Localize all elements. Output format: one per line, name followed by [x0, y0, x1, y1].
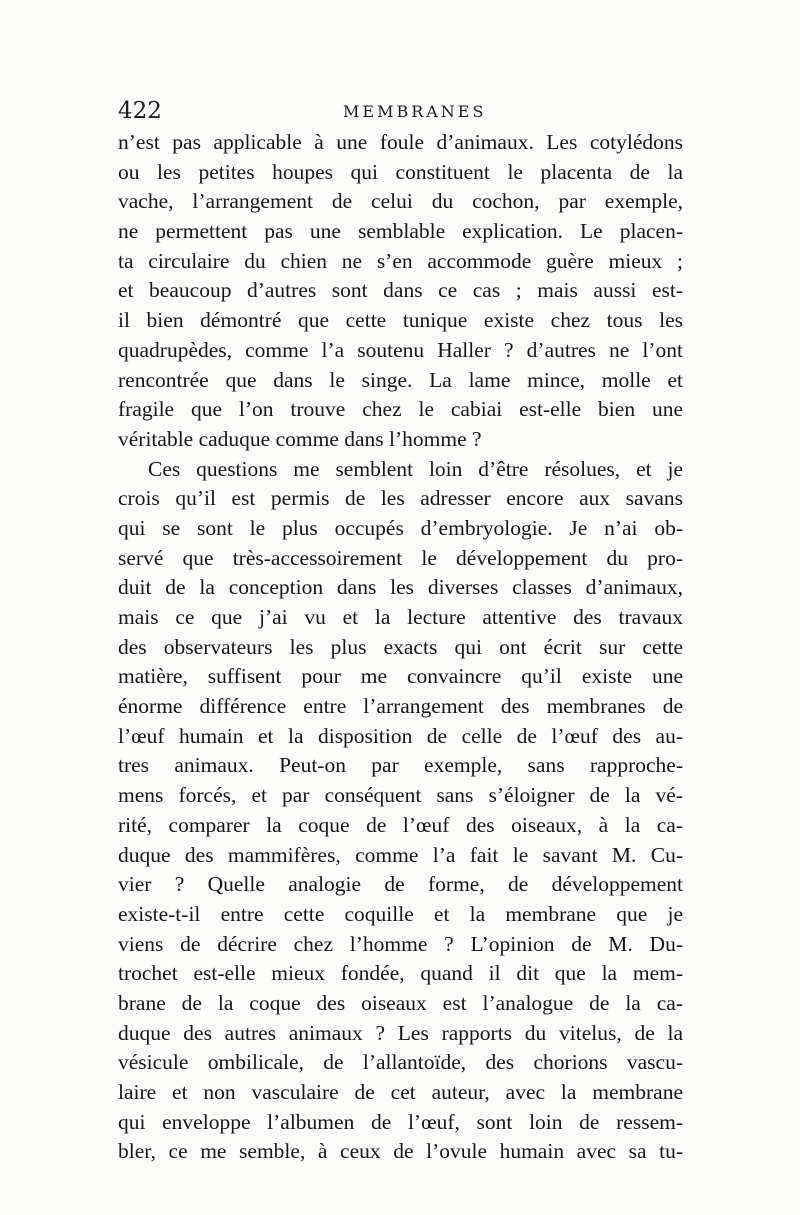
text-line: tres animaux. Peut-on par exemple, sans rapproche-: [118, 753, 683, 778]
text-line: viens de décrire chez l’homme ? L’opinion de M. Du-: [118, 931, 683, 956]
text-line: fragile que l’on trouve chez le cabiai est-elle bien une: [118, 397, 683, 422]
text-line: Ces questions me semblent loin d’être résolues, et je: [148, 456, 683, 481]
text-line: servé que très-accessoirement le développement du pro-: [118, 545, 683, 570]
text-line: duque des mammifères, comme l’a fait le savant M. Cu-: [118, 842, 683, 867]
text-line: duit de la conception dans les diverses classes d’animaux,: [118, 575, 683, 600]
text-line: trochet est-elle mieux fondée, quand il dit que la mem-: [118, 961, 683, 986]
text-line: matière, suffisent pour me convaincre qu’il existe une: [118, 664, 683, 689]
paragraph: [118, 128, 683, 455]
text-line: rité, comparer la coque de l’œuf des oiseaux, à la ca-: [118, 812, 683, 837]
text-line: il bien démontré que cette tunique existe chez tous les: [118, 308, 683, 333]
running-head: [118, 98, 683, 128]
text-line: n’est pas applicable à une foule d’animaux. Les cotylédons: [118, 130, 683, 154]
text-line: laire et non vasculaire de cet auteur, avec la membrane: [118, 1080, 683, 1104]
text-line: duque des autres animaux ? Les rapports du vitelus, de la: [118, 1020, 683, 1045]
text-line: mens forcés, et par conséquent sans s’éloigner de la vé-: [118, 783, 683, 808]
text-line: l’œuf humain et la disposition de celle de l’œuf des au-: [118, 723, 683, 748]
text-line: crois qu’il est permis de les adresser encore aux savans: [118, 486, 683, 511]
paragraph: [118, 455, 683, 1168]
text-line: mais ce que j’ai vu et la lecture attentive des travaux: [118, 605, 683, 629]
text-line: véritable caduque comme dans l’homme ?: [118, 426, 482, 451]
text-line: quadrupèdes, comme l’a soutenu Haller ? d’autres ne l’ont: [118, 337, 683, 362]
text-line: et beaucoup d’autres sont dans ce cas ; mais aussi est-: [118, 278, 683, 303]
text-line: des observateurs les plus exacts qui ont écrit sur cette: [118, 634, 683, 659]
text-line: existe-t-il entre cette coquille et la membrane que je: [118, 901, 683, 926]
text-line: bler, ce me semble, à ceux de l’ovule humain avec sa tu-: [118, 1139, 683, 1164]
page-number: 422: [118, 98, 162, 124]
text-line: qui enveloppe l’albumen de l’œuf, sont loin de ressem-: [118, 1109, 683, 1134]
text-line: vache, l’arrangement de celui du cochon, par exemple,: [118, 189, 683, 214]
text-line: énorme différence entre l’arrangement des membranes de: [118, 694, 683, 719]
text-line: vier ? Quelle analogie de forme, de développement: [118, 872, 683, 897]
text-line: qui se sont le plus occupés d’embryologie. Je n’ai ob-: [118, 515, 683, 540]
running-title: MEMBRANES: [343, 102, 487, 121]
text-line: ta circulaire du chien ne s’en accommode guère mieux ;: [118, 248, 683, 273]
text-line: ou les petites houpes qui constituent le placenta de la: [118, 159, 683, 184]
body-text: [118, 128, 683, 1167]
text-line: rencontrée que dans le singe. La lame mince, molle et: [118, 367, 683, 392]
text-line: ne permettent pas une semblable explication. Le placen-: [118, 219, 683, 244]
text-line: vésicule ombilicale, de l’allantoïde, des chorions vascu-: [118, 1050, 683, 1075]
text-line: brane de la coque des oiseaux est l’analogue de la ca-: [118, 990, 683, 1015]
